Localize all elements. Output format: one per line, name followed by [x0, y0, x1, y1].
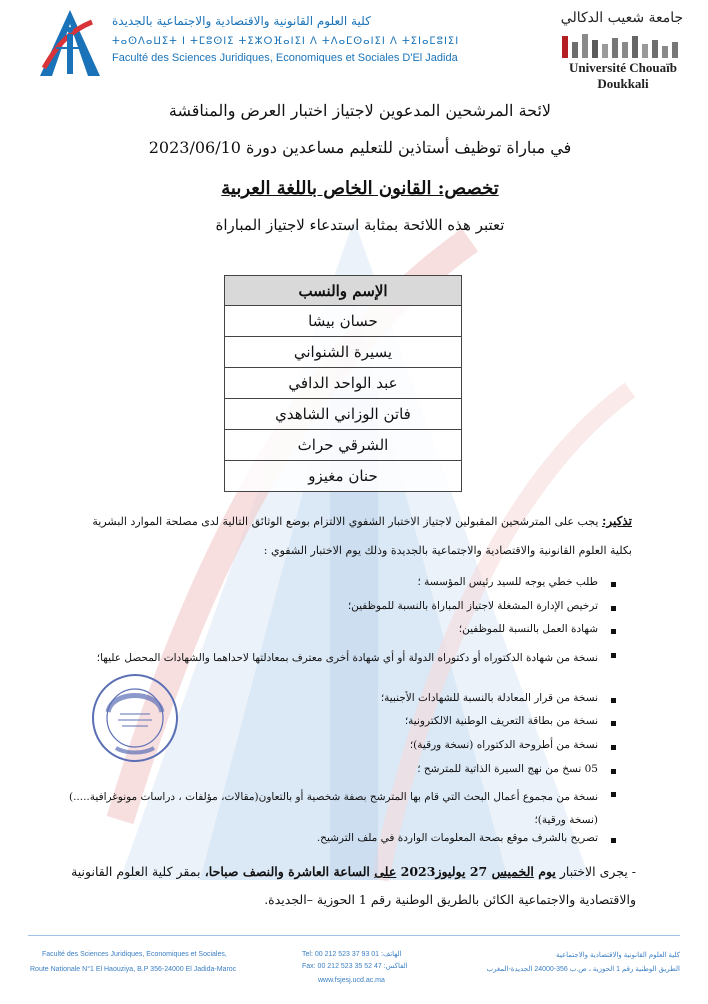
convocation-notice: تعتبر هذه اللائحة بمثابة استدعاء لاجتياز المباراة [215, 216, 505, 234]
candidate-name: فاتن الوزاني الشاهدي [225, 399, 462, 430]
candidate-name: الشرقي حراث [225, 430, 462, 461]
table-row [225, 306, 462, 337]
exam-text: - يجرى الاختبار [555, 864, 636, 879]
list-item: 05 نسخ من نهج السيرة الذاتية للمترشح ؛ [58, 763, 618, 786]
table-row [225, 430, 462, 461]
specialty-heading: تخصص: القانون الخاص باللغة العربية [221, 178, 499, 199]
list-item: نسخة من مجموع أعمال البحث التي قام بها المترشح بصفة شخصية أو بالتعاون(مقالات، مؤلفات ، دراسات مونوغرافية.....) (نسخة ورقية)؛ [58, 786, 618, 832]
university-name-arabic: جامعة شعيب الدكالي [560, 10, 684, 26]
university-name-french: Université Chouaïb Doukkali [569, 60, 677, 91]
candidate-name: حنان مغيزو [225, 461, 462, 492]
list-item: طلب خطي يوجه للسيد رئيس المؤسسة ؛ [58, 576, 618, 600]
list-item: نسخة من بطاقة التعريف الوطنية الالكترونية؛ [58, 715, 618, 739]
footer-french-line1: Faculté des Sciences Juridiques, Economiques et Sociales, [42, 951, 227, 958]
table-row [225, 461, 462, 492]
reminder-text-line1: يجب على المترشحين المقبولين لاجتياز الاختبار الشفوي الالتزام بوضع الوثائق التالية لدى مصلحة الموارد البشرية [92, 515, 602, 528]
exam-time: الساعة العاشرة والنصف صباحا، [200, 864, 375, 879]
reminder-text-line2: بكلية العلوم القانونية والاقتصادية والاجتماعية بالجديدة وذلك يوم الاختبار الشفوي : [263, 544, 632, 557]
exam-day: الخميس [491, 864, 534, 879]
footer-phone: Tel: 00 212 523 37 93 01 :الهاتف [302, 951, 402, 958]
document-title-line1: لائحة المرشحين المدعوين لاجتياز اختبار العرض والمناقشة [168, 101, 552, 120]
footer-fax: Fax: 00 212 523 35 52 47 :الفاكس [302, 963, 408, 970]
candidates-table [224, 275, 462, 492]
candidate-name: حسان بيشا [225, 306, 462, 337]
table-row [225, 399, 462, 430]
footer-divider [28, 935, 680, 936]
faculty-name-french: Faculté des Sciences Juridiques, Economiques et Sociales D'El Jadida [112, 52, 458, 64]
footer-french-address: Route Nationale N°1 El Haouziya, B.P 356-24000 El Jadida-Maroc [30, 966, 237, 973]
reminder-paragraph-line1 [72, 514, 632, 528]
faculty-name-amazigh: ⵜⴰⵙⴷⴰⵡⵉⵜ ⵏ ⵜⵎⵓⵙⵏⵉ ⵜⵉⵣⵔⴼⴰⵏⵉⵏ ⴷ ⵜⴷⴰⵎⵙⴰⵏⵉⵏ ⴷ ⵜⵉⵏⴰⵎⵓⵏⵉⵏ [112, 36, 460, 47]
list-item: نسخة من أطروحة الدكتوراه (نسخة ورقية)؛ [58, 739, 618, 763]
footer-arabic-address: الطريق الوطنية رقم 1 الحوزية ، ص.ب 356-24000 الجديدة-المغرب [486, 966, 680, 973]
official-stamp [90, 672, 180, 764]
exam-schedule-paragraph [66, 858, 636, 914]
list-item: تصريح بالشرف موقع بصحة المعلومات الواردة في ملف الترشيح. [58, 832, 618, 854]
reminder-label: تذكير: [601, 514, 632, 528]
faculty-name-arabic: كلية العلوم القانونية والاقتصادية والاجتماعية بالجديدة [112, 14, 371, 28]
list-item: نسخة من قرار المعادلة بالنسبة للشهادات الأجنبية؛ [58, 692, 618, 715]
exam-day-label: يوم [533, 864, 556, 879]
table-row [225, 368, 462, 399]
exam-date: 27 يوليوز2023 [396, 864, 492, 879]
candidate-name: يسيرة الشنواني [225, 337, 462, 368]
table-header-name: الإسم والنسب [225, 276, 462, 306]
list-item: شهادة العمل بالنسبة للموظفين؛ [58, 623, 618, 647]
table-row [225, 337, 462, 368]
university-logo [552, 30, 692, 60]
document-title-line2: في مباراة توظيف أستاذين للتعليم مساعدين دورة 2023/06/10 [148, 138, 572, 157]
list-item: نسخة من شهادة الدكتوراه أو دكتوراه الدولة أو أي شهادة أخرى معترف بمعادلتها لاحداهما والشهادات المحصل عليها؛ [58, 647, 618, 692]
exam-location: بمقر كلية العلوم القانونية والاقتصادية والاجتماعية الكائن بالطريق الوطنية رقم 1 الحوزية –الجديدة. [71, 864, 636, 907]
footer-website-link[interactable]: www.fsjesj.ucd.ac.ma [318, 977, 385, 984]
faculty-logo [38, 8, 102, 78]
candidate-name: عبد الواحد الدافي [225, 368, 462, 399]
list-item: ترخيص الإدارة المشغلة لاجتياز المباراة بالنسبة للموظفين؛ [58, 600, 618, 623]
exam-at: على [374, 864, 397, 879]
footer-arabic-line1: كلية العلوم القانونية والاقتصادية والاجتماعية [556, 952, 680, 959]
